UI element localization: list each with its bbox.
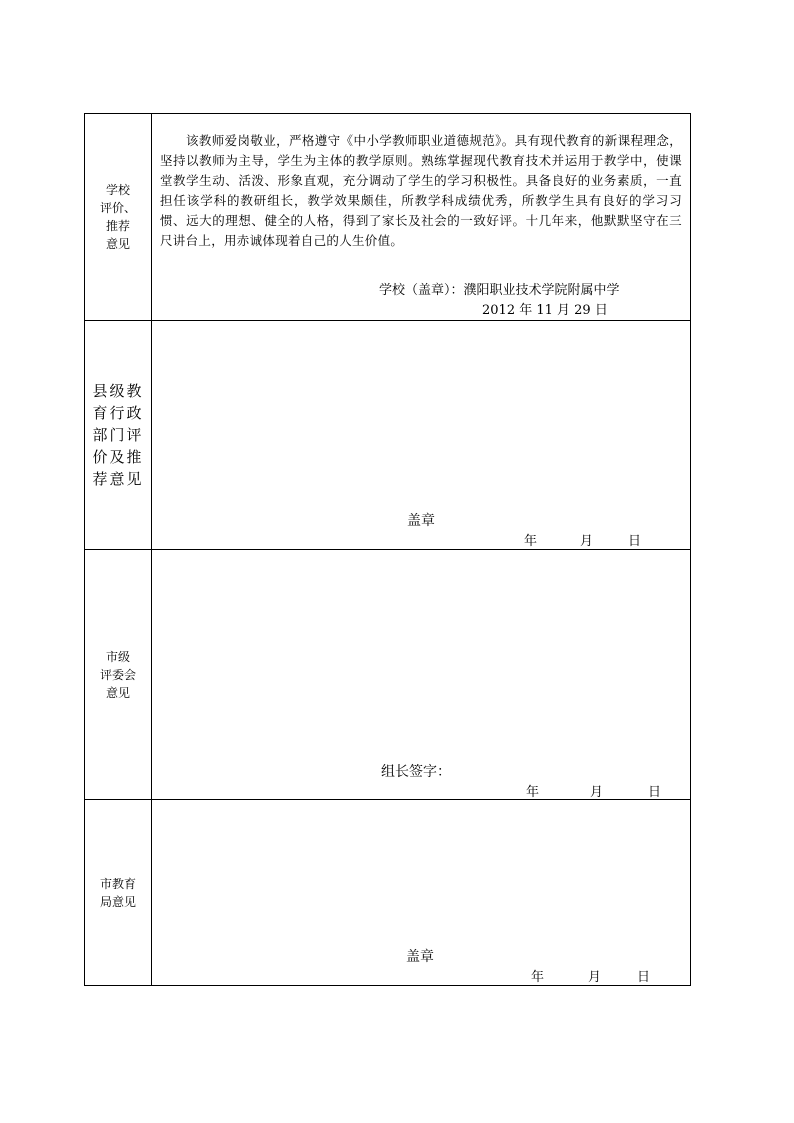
county-seal-label: 盖章: [407, 513, 435, 529]
evaluation-paragraph: 该教师爱岗敬业，严格遵守《中小学教师职业道德规范》。具有现代教育的新课程理念，坚持以教师为主导，学生为主体的教学原则。熟练掌握现代教育技术并运用于教学中，使课堂教学生动、活泼、形象直观，充分调动了学生的学习积极性。具备良好的业务素质，一直担任该学科的教研组长，教学效果颇佳，所教学科成绩优秀，所教学生具有良好的学习习惯、远大的理想、健全的人格，得到了家长及社会的一致好评。十几年来，他默默坚守在三尺讲台上，用赤诚体现着自己的人生价值。: [160, 133, 682, 248]
school-evaluation-content: [152, 114, 690, 320]
city-bureau-row: [85, 800, 690, 986]
city-bureau-label: [85, 800, 152, 986]
county-department-label: [85, 321, 152, 549]
date-month-label: 月: [590, 785, 604, 800]
row-label-text: 学校 评价、 推荐 意见: [99, 183, 136, 251]
date-year-label: 年: [524, 534, 538, 549]
date-month-label: 月: [588, 970, 602, 985]
date-month-label: 月: [580, 534, 594, 549]
date-day-label: 日: [628, 534, 642, 549]
evaluation-form-table: [84, 113, 691, 986]
city-committee-row: [85, 550, 690, 800]
city-committee-label: [85, 550, 152, 799]
county-department-content: [152, 321, 690, 549]
group-leader-signature-label: 组长签字：: [381, 764, 451, 780]
school-evaluation-label: [85, 114, 152, 320]
date-year-label: 年: [531, 970, 545, 985]
row-label-text: 县级教 育行政 部门评 价及推 荐意见: [92, 382, 144, 488]
bureau-seal-label: 盖章: [406, 949, 434, 965]
city-committee-content: [152, 550, 690, 799]
date-year-label: 年: [526, 785, 540, 800]
row-label-text: 市教育 局意见: [99, 877, 136, 909]
date-day-label: 日: [648, 785, 662, 800]
county-department-row: [85, 321, 690, 550]
school-evaluation-date: 2012 年 11 月 29 日: [482, 303, 608, 318]
school-evaluation-row: [85, 114, 690, 321]
school-seal-line: 学校（盖章）：濮阳职业技术学院附属中学: [379, 283, 620, 298]
city-bureau-content: [152, 800, 690, 986]
date-day-label: 日: [637, 970, 651, 985]
row-label-text: 市级 评委会 意见: [99, 649, 136, 700]
